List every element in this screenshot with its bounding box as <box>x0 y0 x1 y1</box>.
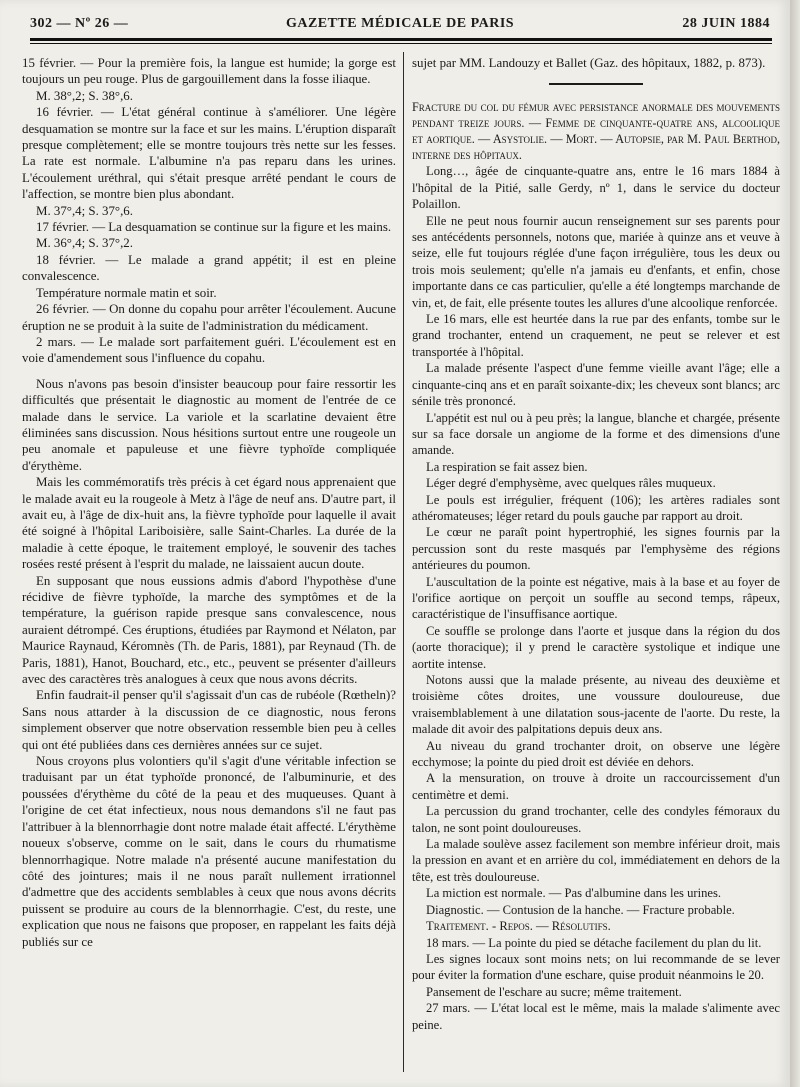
paragraph: Diagnostic. — Contusion de la hanche. — Fracture probable. <box>426 902 735 917</box>
paragraph: M. 37°,4; S. 37°,6. <box>36 203 133 218</box>
paragraph: L'auscultation de la pointe est négative, mais à la base et au foyer de l'orifice aortique on perçoit un souffle au second temps, râpeux, caractéristique de l'insuffisance aortique. <box>412 574 780 622</box>
paragraph: 27 mars. — L'état local est le même, mais la malade s'alimente avec peine. <box>412 1001 780 1032</box>
paragraph: La malade soulève assez facilement son membre inférieur droit, mais la pression en avant et en arrière du col, immédiatement en dehors de la tête, est très douloureuse. <box>412 837 780 884</box>
article-separator <box>549 83 643 85</box>
paragraph: L'appétit est nul ou à peu près; la langue, blanche et chargée, présente sur sa face dorsale un angiome de la forme et des dimensions d'une amande. <box>412 410 780 458</box>
paragraph: 15 février. — Pour la première fois, la langue est humide; la gorge est toujours un peu rouge. Plus de gargouillement dans la fosse iliaque. <box>22 56 396 87</box>
paragraph: 18 mars. — La pointe du pied se détache facilement du plan du lit. <box>426 935 762 950</box>
header-rule-thin <box>30 43 772 44</box>
paragraph: A la mensuration, on trouve à droite un raccourcissement d'un centimètre et demi. <box>412 771 780 802</box>
paragraph: Les signes locaux sont moins nets; on lui recommande de se lever pour éviter la formation d'une eschare, quise produit néanmoins le 20. <box>412 951 780 983</box>
paragraph: En supposant que nous eussions admis d'abord l'hypothèse d'une récidive de fièvre typhoïde, la marche des symptômes et de la température, la guérison rapide presque sans convalescence, nous auraient détrompé. Ces éruptions, étudiées par Raymond et Nélaton, par Maurice Raynaud, Kéromnès (Th. de Paris, 1881), par Reynaud (Th. de Paris, 1881), Hanot, Bouchard, etc., etc., peuvent se présenter d'ailleurs avec des caractères très analogues à ceux que nous avons décrits. <box>22 573 396 687</box>
paragraph: Ce souffle se prolonge dans l'aorte et jusque dans la région du dos (aorte thoracique); il y prend le caractère systolique et indique une aortite intense. <box>412 623 780 671</box>
paragraph: 16 février. — L'état général continue à s'améliorer. Une légère desquamation se montre sur la face et sur les mains. L'éruption disparaît presque complètement; elle se montre toujours très nette sur les fesses. La rate est normale. L'albumine n'a pas reparu dans les urines. L'écoulement uréthral, qui s'était presque arrêté pendant le cours de l'affection, se montre bien plus abondant. <box>22 105 396 202</box>
paragraph: Elle ne peut nous fournir aucun renseignement sur ses parents pour ses antécédents personnels, notons que, mariée à quinze ans et veuve à seize, elle fut toujours réglée d'une façon irrégulière, tous les deux ou trois mois seulement; qu'elle n'a jamais eu d'enfants, et enfin, chose importante dans ce cas particulier, qu'elle a été longtemps marchande de vin, et, de fait, elle présente toutes les allures d'une alcoolique renforcée. <box>412 213 780 310</box>
paragraph: La respiration se fait assez bien. <box>426 459 588 474</box>
paragraph: La miction est normale. — Pas d'albumine dans les urines. <box>426 886 722 901</box>
paragraph: Le cœur ne paraît point hypertrophié, les signes fournis par la percussion sont du reste masqués par l'emphysème des régions antérieures du poumon. <box>412 525 780 573</box>
journal-title: GAZETTE MÉDICALE DE PARIS <box>285 16 515 31</box>
paragraph: sujet par MM. Landouzy et Ballet (Gaz. des hôpitaux, 1882, p. 873). <box>412 56 766 70</box>
page-edge <box>790 0 800 1087</box>
paragraph: 2 mars. — Le malade sort parfaitement guéri. L'écoulement est en voie d'amendement sous l'influence du copahu. <box>22 334 396 366</box>
paragraph: 18 février. — Le malade a grand appétit; il est en pleine convalescence. <box>22 252 396 284</box>
paragraph: M. 38°,2; S. 38°,6. <box>36 88 133 103</box>
paragraph: Notons aussi que la malade présente, au niveau des deuxième et troisième côtes droites, une voussure douloureuse, due vraisemblablement à une dilatation sous-jacente de l'aorte. Du reste, la malade dit avoir des palpitations depuis deux ans. <box>412 673 780 737</box>
paragraph: Nous croyons plus volontiers qu'il s'agit d'une véritable infection se traduisant par un état typhoïde prononcé, de l'albuminurie, et des poussées d'érythème du côté de la peau et des muqueuses. Quant à l'origine de cet état infectieux, nous nous demandons s'il ne faut pas l'attribuer à la blennorrhagie dont notre malade était affecté. L'érythème noueux s'observe, comme on le sait, dans le cours du rhumatisme blennorrhagique. Notre malade n'a présenté aucune manifestation du côté des jointures; mais il ne nous paraît nullement irrationnel d'admettre que des accidents semblables à ceux que nous avons décrits puissent se produire au cours de la blennorrhagie. C'est, du reste, une explication que nous ne faisons que proposer, en rappelant les faits déjà publiés sur ce <box>22 754 396 949</box>
paragraph: La malade présente l'aspect d'une femme vieille avant l'âge; elle a cinquante-cinq ans et en paraît soixante-dix; les cheveux sont blancs; arc sénile très prononcé. <box>412 361 780 409</box>
paragraph: Le 16 mars, elle est heurtée dans la rue par des enfants, tombe sur le grand trochanter, entend un craquement, ne peut se relever et est transportée à l'hôpital. <box>412 312 780 359</box>
right-column <box>412 55 780 1033</box>
paragraph: 26 février. — On donne du copahu pour arrêter l'écoulement. Aucune éruption ne se produit à la suite de l'administration du médicament. <box>22 302 396 333</box>
article-title: Fracture du col du fémur avec persistance anormale des mouvements pendant treize jours. — Femme de cinquante-quatre ans, alcoolique et aortique. — Asystolie. — Mort. — Autopsie, par M. Paul Berthod, interne des hôpitaux. <box>412 100 780 163</box>
paragraph: Traitement. - Repos. — Résolutifs. <box>426 919 611 934</box>
paragraph: Mais les commémoratifs très précis à cet égard nous apprenaient que le malade avait eu la rougeole à Metz à l'âge de neuf ans. D'autre part, il avait eu, à l'âge de dix-huit ans, la fièvre typhoïde pour laquelle il avait été soigné à l'hôpital Lariboisière, salle Saint-Charles. La durée de la maladie à cette époque, le traitement employé, le souvenir des taches rosées resté présent à l'esprit du malade, ne laissaient aucun doute. <box>22 475 396 572</box>
paragraph: La percussion du grand trochanter, celle des condyles fémoraux du talon, ne sont point douloureuses. <box>412 804 780 835</box>
paragraph: Long…, âgée de cinquante-quatre ans, entre le 16 mars 1884 à l'hôpital de la Pitié, salle Gerdy, nº 1, dans le service du docteur Polaillon. <box>412 164 780 212</box>
paragraph: M. 36°,4; S. 37°,2. <box>36 236 133 251</box>
paragraph: Température normale matin et soir. <box>36 285 217 300</box>
paragraph: Pansement de l'eschare au sucre; même traitement. <box>426 984 682 999</box>
issue-date: 28 JUIN 1884 <box>682 16 770 31</box>
column-divider <box>403 52 404 1072</box>
paragraph: Léger degré d'emphysème, avec quelques râles muqueux. <box>426 476 716 491</box>
page-header <box>30 14 770 34</box>
page-number: 302 — Nº 26 — <box>30 16 129 31</box>
paragraph: Le pouls est irrégulier, fréquent (106); les artères radiales sont athéromateuses; léger retard du pouls gauche par rapport au droit. <box>412 492 780 523</box>
left-column <box>22 55 396 950</box>
paragraph: 17 février. — La desquamation se continue sur la figure et les mains. <box>36 220 392 235</box>
paragraph: Enfin faudrait-il penser qu'il s'agissait d'un cas de rubéole (Rœtheln)? Sans nous attarder à la discussion de ce diagnostic, nous ferons simplement observer que notre observation ressemble bien peu à celles qui ont été publiées dans ces dernières années sur ce sujet. <box>22 688 396 752</box>
header-rule-thick <box>30 38 772 41</box>
paragraph: Au niveau du grand trochanter droit, on observe une légère ecchymose; la pointe du pied droit est déviée en dehors. <box>412 738 780 770</box>
paragraph: Nous n'avons pas besoin d'insister beaucoup pour faire ressortir les difficultés que présentait le diagnostic au moment de l'entrée de ce malade dans le service. La variole et la scarlatine devaient être éliminées sans discussion. Nous hésitions surtout entre une rougeole un peu anomale et papuleuse et une fièvre typhoïde compliquée d'érythème. <box>22 376 396 473</box>
